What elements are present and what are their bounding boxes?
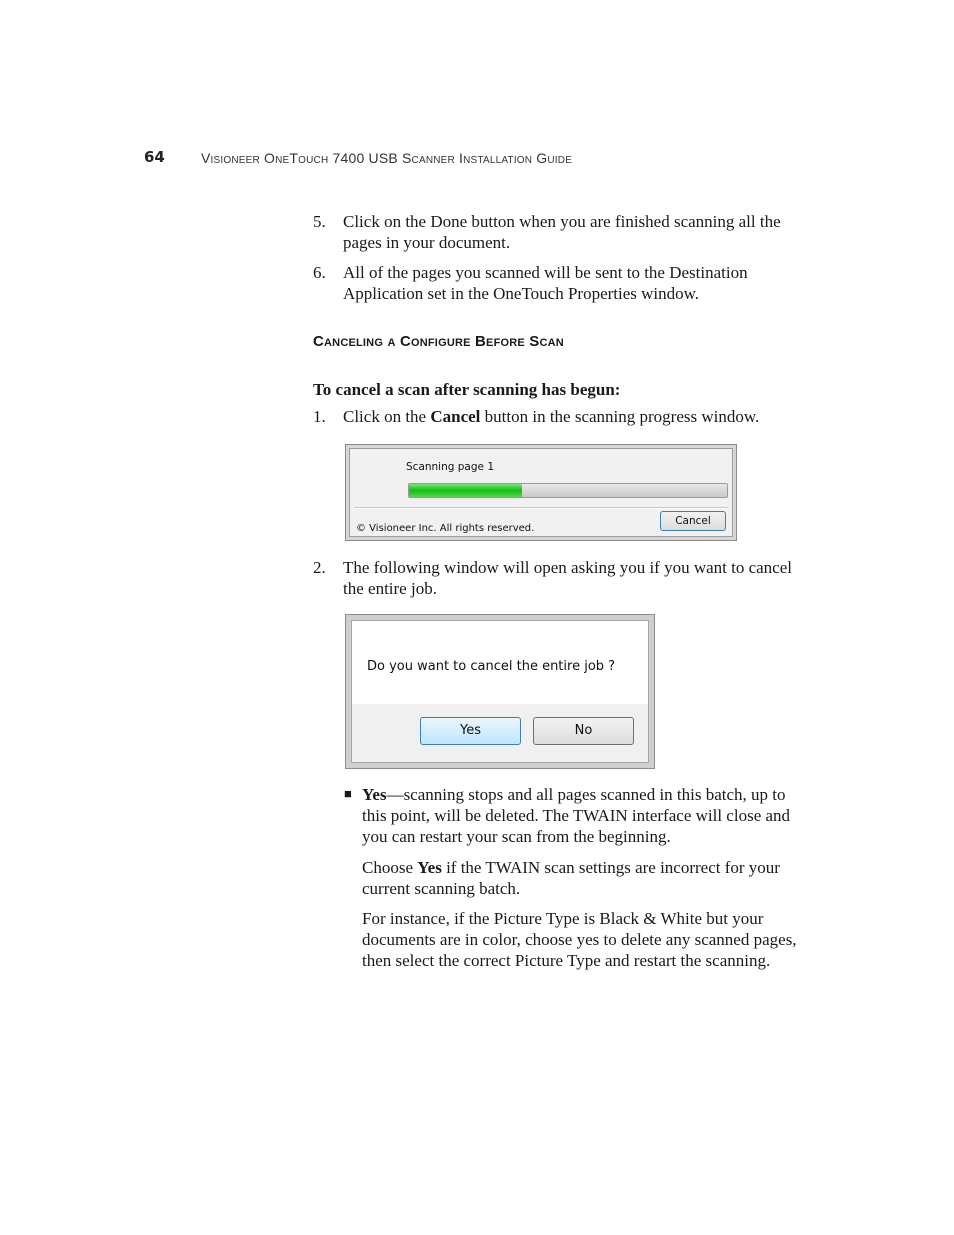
yes-button[interactable]: Yes: [420, 717, 521, 745]
step-number: 1.: [313, 407, 326, 426]
bullet-line-1: —scanning stops and all pages scanned in this batch, up to: [386, 785, 786, 804]
step-number: 2.: [313, 558, 326, 577]
dialog-body: [351, 620, 649, 763]
step-number: 5.: [313, 212, 326, 231]
for-instance-paragraph: [362, 908, 807, 971]
scanning-page-label: Scanning page 1: [406, 461, 494, 473]
para-line-3: then select the correct Picture Type and restart the scanning.: [362, 951, 771, 970]
progress-bar-fill: [409, 484, 522, 497]
para-line-2: documents are in color, choose yes to delete any scanned pages,: [362, 930, 797, 949]
progress-window-body: [349, 448, 733, 537]
step-text: [343, 557, 803, 599]
step-line: Click on the Done button when you are finished scanning all the: [343, 212, 781, 231]
cancel-button[interactable]: Cancel: [660, 511, 726, 531]
para-line-1: For instance, if the Picture Type is Black & White but your: [362, 909, 764, 928]
section-heading: Canceling a Configure Before Scan: [313, 333, 564, 350]
dialog-button-bar: [352, 704, 648, 762]
step-text-post: button in the scanning progress window.: [480, 407, 760, 426]
para-line: [362, 857, 807, 878]
choose-yes-paragraph: [362, 857, 807, 899]
para-line-2: current scanning batch.: [362, 879, 521, 898]
copyright-text: © Visioneer Inc. All rights reserved.: [356, 523, 535, 534]
bullet-bold: Yes: [362, 785, 387, 804]
step-text-bold: Cancel: [430, 407, 481, 426]
running-header: Visioneer OneTouch 7400 USB Scanner Installation Guide: [201, 150, 573, 166]
scanning-progress-window: [345, 444, 737, 541]
page-number: 64: [144, 148, 165, 166]
progress-bar: [408, 483, 728, 498]
divider: [354, 507, 728, 509]
step-line: pages in your document.: [343, 233, 511, 252]
step-text: [343, 211, 803, 253]
step-text: [343, 262, 803, 304]
bullet-square-icon: ■: [344, 786, 352, 801]
bullet-line-3: you can restart your scan from the beginning.: [362, 827, 671, 846]
step-text: [343, 406, 803, 427]
para-pre: Choose: [362, 858, 418, 877]
para-post: if the TWAIN scan settings are incorrect for your: [441, 858, 780, 877]
dialog-question: Do you want to cancel the entire job ?: [367, 659, 616, 674]
step-line: Application set in the OneTouch Properties window.: [343, 284, 700, 303]
bullet-line: [362, 784, 807, 805]
procedure-heading: To cancel a scan after scanning has begun:: [313, 380, 621, 399]
bullet-yes-text: [362, 784, 807, 847]
step-line: All of the pages you scanned will be sent to the Destination: [343, 263, 748, 282]
cancel-confirm-dialog: [345, 614, 655, 769]
step-line: The following window will open asking you if you want to cancel: [343, 558, 792, 577]
bullet-line-2: this point, will be deleted. The TWAIN interface will close and: [362, 806, 791, 825]
step-text-pre: Click on the: [343, 407, 431, 426]
no-button[interactable]: No: [533, 717, 634, 745]
step-number: 6.: [313, 263, 326, 282]
para-bold: Yes: [417, 858, 442, 877]
step-line: the entire job.: [343, 579, 437, 598]
